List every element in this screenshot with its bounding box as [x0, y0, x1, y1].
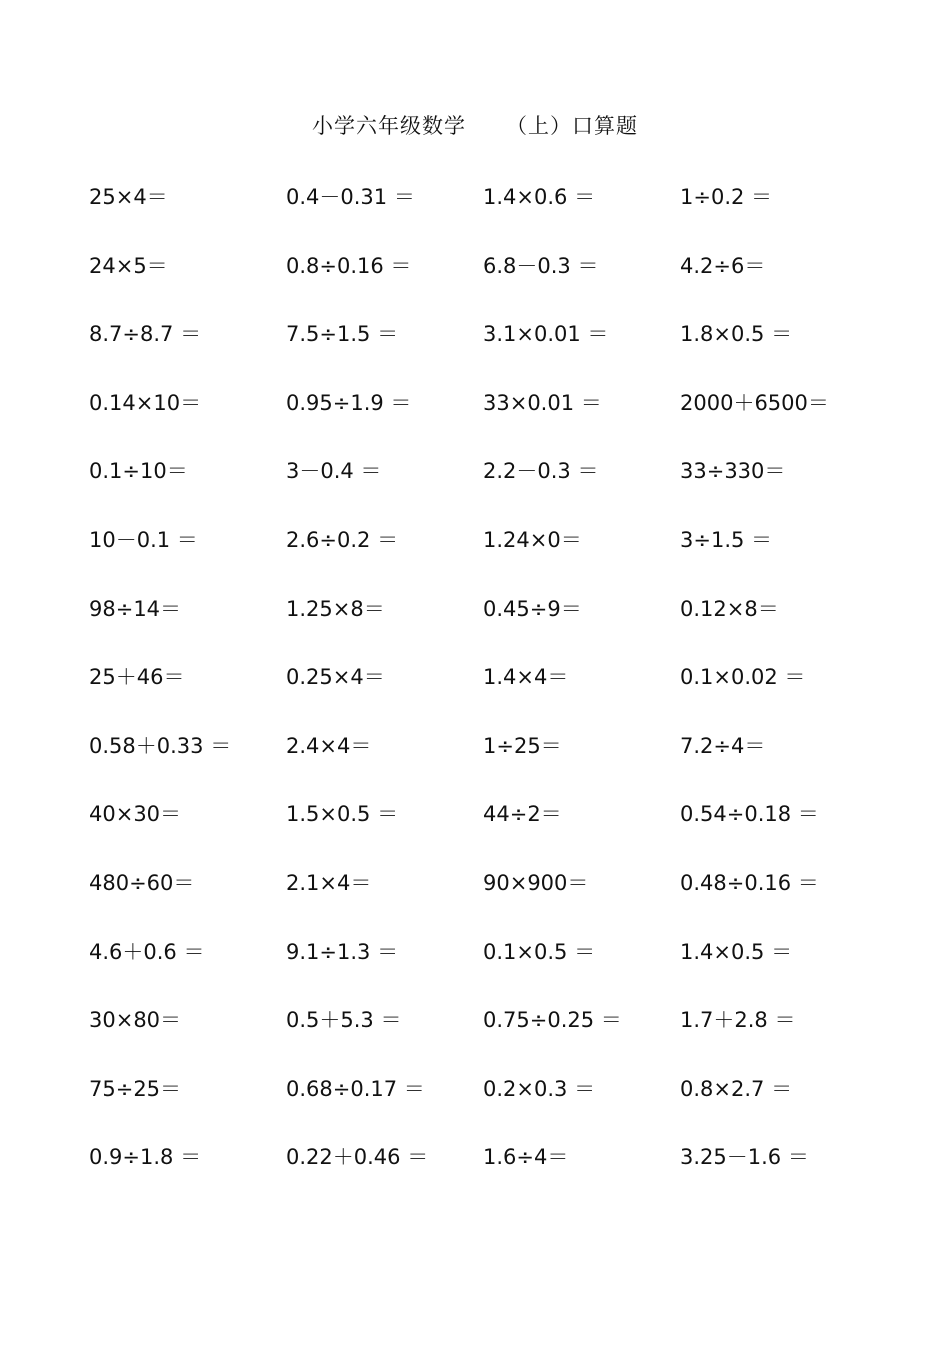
math-problem: 1.8×0.5 ＝: [680, 322, 793, 347]
math-problem: 0.2×0.3 ＝: [483, 1076, 596, 1101]
math-problem: 1.4×0.5 ＝: [680, 939, 793, 964]
math-problem: 480÷60＝: [89, 870, 195, 895]
problem-row: [89, 593, 889, 662]
math-problem: 33×0.01 ＝: [483, 390, 602, 415]
math-problem: 0.58＋0.33 ＝: [89, 733, 232, 758]
math-problem: 0.25×4＝: [286, 665, 385, 690]
math-problem: 1.4×4＝: [483, 665, 569, 690]
math-problem: 3÷1.5 ＝: [680, 527, 773, 552]
problem-row: [89, 387, 889, 456]
math-problem: 1.24×0＝: [483, 527, 582, 552]
title-subtitle: （上）口算题: [506, 114, 638, 138]
math-problem: 33÷330＝: [680, 459, 786, 484]
problem-row: [89, 661, 889, 730]
math-problem: 7.5÷1.5 ＝: [286, 322, 399, 347]
title-main: 小学六年级数学: [312, 114, 466, 138]
math-problem: 0.54÷0.18 ＝: [680, 802, 819, 827]
math-problem: 2.4×4＝: [286, 733, 372, 758]
math-problem: 98÷14＝: [89, 596, 182, 621]
math-problem: 2000＋6500＝: [680, 390, 829, 415]
math-problem: 1.25×8＝: [286, 596, 385, 621]
problem-row: [89, 1004, 889, 1073]
math-problem: 0.1×0.02 ＝: [680, 665, 806, 690]
math-problem: 0.12×8＝: [680, 596, 779, 621]
math-problem: 7.2÷4＝: [680, 733, 766, 758]
math-problem: 90×900＝: [483, 870, 589, 895]
math-problem: 24×5＝: [89, 253, 168, 278]
math-problem: 3－0.4 ＝: [286, 459, 382, 484]
math-problem: 75÷25＝: [89, 1076, 182, 1101]
problem-row: [89, 1073, 889, 1142]
problem-row: [89, 730, 889, 799]
math-problem: 44÷2＝: [483, 802, 562, 827]
math-problem: 9.1÷1.3 ＝: [286, 939, 399, 964]
problem-row: [89, 181, 889, 250]
page-title: [0, 110, 950, 140]
math-problem: 25×4＝: [89, 185, 168, 209]
math-problem: 0.8×2.7 ＝: [680, 1076, 793, 1101]
math-problem: 0.45÷9＝: [483, 596, 582, 621]
problem-row: [89, 936, 889, 1005]
problem-row: [89, 318, 889, 387]
math-problem: 0.75÷0.25 ＝: [483, 1008, 622, 1033]
math-problem: 2.6÷0.2 ＝: [286, 527, 399, 552]
problem-row: [89, 250, 889, 319]
problem-row: [89, 1141, 889, 1210]
math-problem: 4.6＋0.6 ＝: [89, 939, 205, 964]
math-problem: 3.1×0.01 ＝: [483, 322, 609, 347]
math-problem: 1.7＋2.8 ＝: [680, 1008, 796, 1033]
math-problem: 30×80＝: [89, 1008, 182, 1033]
math-problem: 4.2÷6＝: [680, 253, 766, 278]
math-problem: 0.5＋5.3 ＝: [286, 1008, 402, 1033]
math-problem: 0.22＋0.46 ＝: [286, 1145, 429, 1170]
math-problem: 0.1×0.5 ＝: [483, 939, 596, 964]
math-problem: 2.1×4＝: [286, 870, 372, 895]
math-problem: 6.8－0.3 ＝: [483, 253, 599, 278]
problem-grid: [89, 181, 889, 1210]
math-problem: 10－0.1 ＝: [89, 527, 198, 552]
math-problem: 40×30＝: [89, 802, 182, 827]
problem-row: [89, 798, 889, 867]
math-problem: 0.8÷0.16 ＝: [286, 253, 412, 278]
problem-row: [89, 455, 889, 524]
math-problem: 0.68÷0.17 ＝: [286, 1076, 425, 1101]
math-problem: 0.48÷0.16 ＝: [680, 870, 819, 895]
math-problem: 1÷0.2 ＝: [680, 185, 773, 209]
math-problem: 0.95÷1.9 ＝: [286, 390, 412, 415]
math-problem: 2.2－0.3 ＝: [483, 459, 599, 484]
math-problem: 0.9÷1.8 ＝: [89, 1145, 202, 1170]
math-problem: 0.4－0.31 ＝: [286, 185, 415, 209]
problem-row: [89, 524, 889, 593]
math-problem: 1.4×0.6 ＝: [483, 185, 596, 209]
math-problem: 8.7÷8.7 ＝: [89, 322, 202, 347]
math-problem: 1.5×0.5 ＝: [286, 802, 399, 827]
math-problem: 1.6÷4＝: [483, 1145, 569, 1170]
math-problem: 0.14×10＝: [89, 390, 202, 415]
math-problem: 1÷25＝: [483, 733, 562, 758]
math-problem: 25＋46＝: [89, 665, 185, 690]
math-problem: 0.1÷10＝: [89, 459, 188, 484]
problem-row: [89, 867, 889, 936]
math-problem: 3.25－1.6 ＝: [680, 1145, 809, 1170]
